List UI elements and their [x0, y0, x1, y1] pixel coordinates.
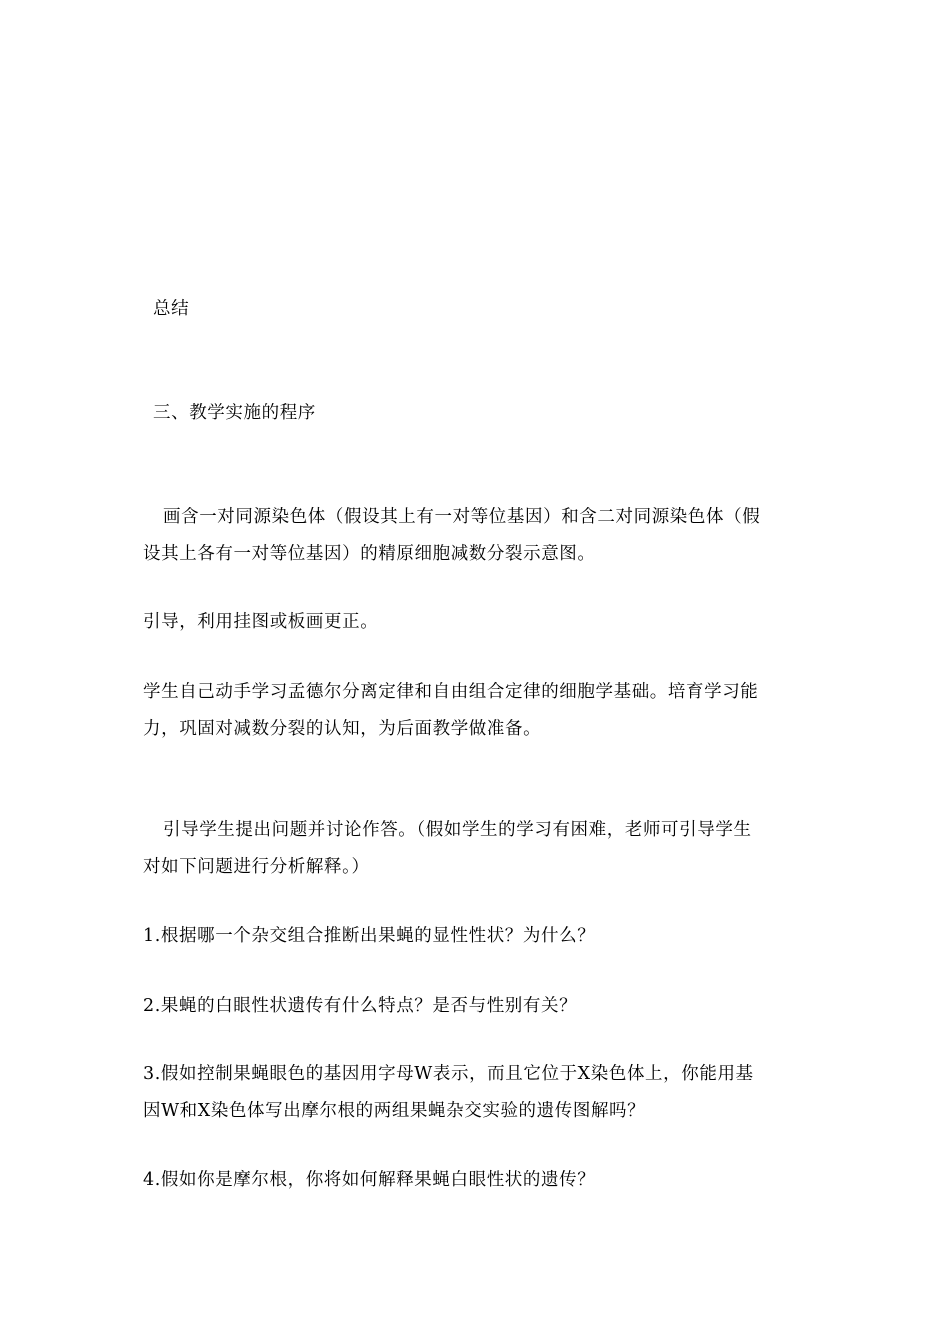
paragraph-discussion-intro [143, 812, 803, 886]
question-text: 3.假如控制果蝇眼色的基因用字母W表示，而且它位于X染色体上，你能用基 [143, 1064, 754, 1084]
paragraph-student-activity [143, 674, 803, 748]
paragraph-line: 设其上各有一对等位基因）的精原细胞减数分裂示意图。 [143, 544, 596, 564]
paragraph-diagram-task [143, 499, 803, 573]
question-2 [143, 988, 803, 1025]
question-3 [143, 1056, 803, 1130]
paragraph-line: 引导学生提出问题并讨论作答。（假如学生的学习有困难，老师可引导学生 [163, 820, 752, 840]
paragraph-guidance [143, 604, 803, 641]
paragraph-line: 画含一对同源染色体（假设其上有一对等位基因）和含二对同源染色体（假 [163, 507, 761, 527]
question-text: 1.根据哪一个杂交组合推断出果蝇的显性性状？为什么？ [143, 926, 596, 946]
question-text: 2.果蝇的白眼性状遗传有什么特点？是否与性别有关？ [143, 996, 578, 1016]
paragraph-line: 学生自己动手学习孟德尔分离定律和自由组合定律的细胞学基础。培育学习能 [143, 682, 759, 702]
paragraph-line: 对如下问题进行分析解释。） [143, 857, 370, 877]
question-text: 因W和X染色体写出摩尔根的两组果蝇杂交实验的遗传图解吗？ [143, 1101, 646, 1121]
paragraph-line: 力，巩固对减数分裂的认知，为后面教学做准备。 [143, 719, 542, 739]
question-1 [143, 918, 803, 955]
question-text: 4.假如你是摩尔根，你将如何解释果蝇白眼性状的遗传？ [143, 1170, 596, 1190]
summary-heading: 总结 [153, 299, 190, 319]
question-4 [143, 1162, 803, 1199]
section-heading: 三、教学实施的程序 [153, 403, 316, 423]
paragraph-line: 引导，利用挂图或板画更正。 [143, 612, 379, 632]
